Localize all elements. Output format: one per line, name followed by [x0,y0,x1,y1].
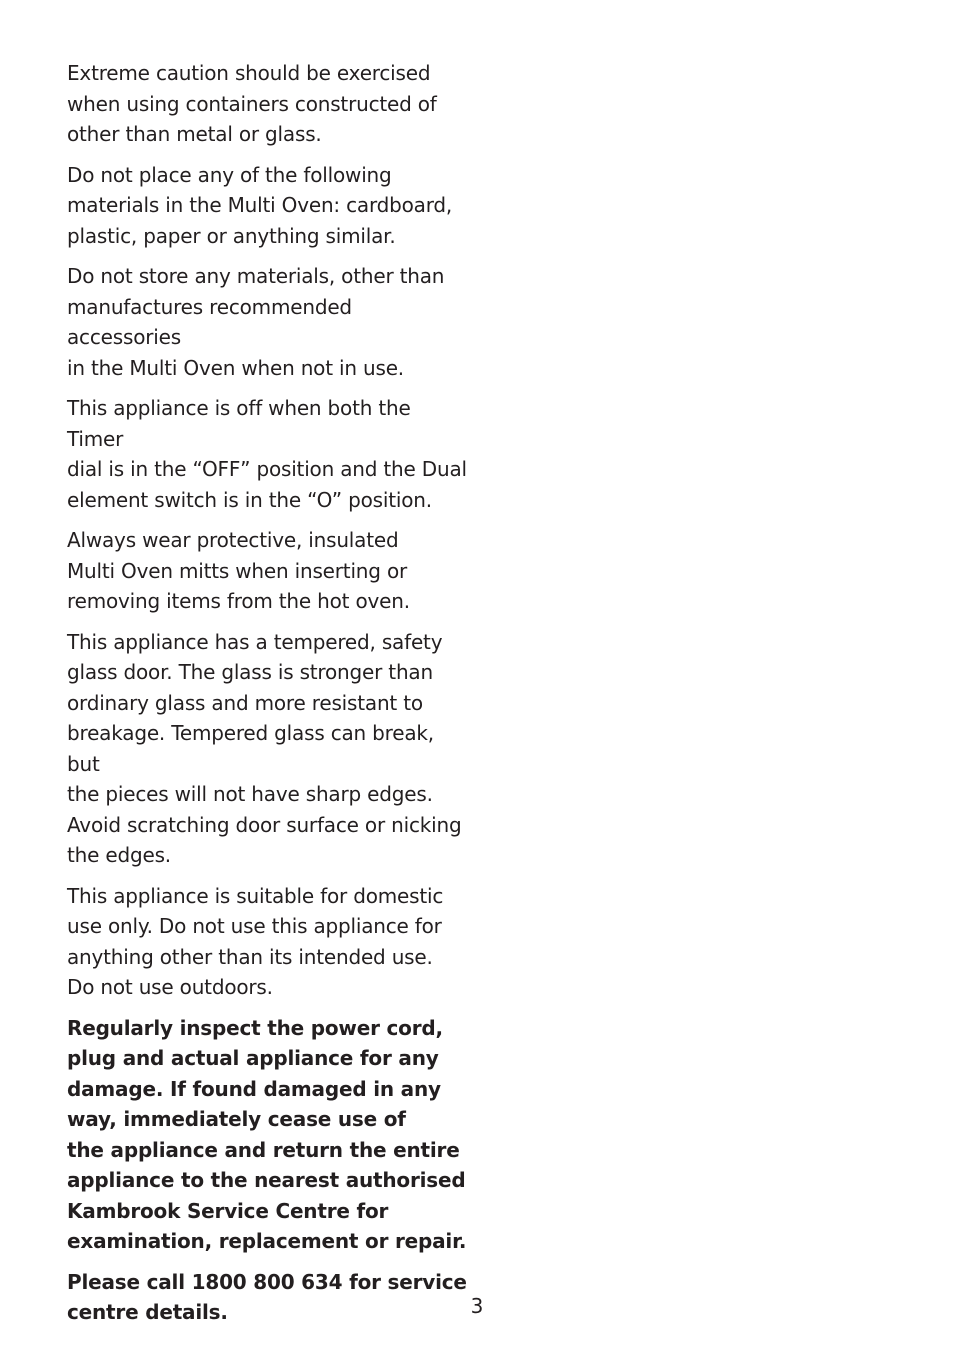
page-number: 3 [470,1294,484,1318]
paragraph-domestic-use: This appliance is suitable for domestic use only. Do not use this appliance for anything other than its intended use. Do not use outdoors. [67,883,444,999]
paragraph-off-state: This appliance is off when both the Timer dial is in the “OFF” position and the Dual element switch is in the “O” position. [67,396,467,512]
paragraph-inspect-warning: Regularly inspect the power cord, plug and actual appliance for any damage. If found damaged in any way, immediately cease use of the appliance and return the entire appliance to the nearest authorised Kambrook Service Centre for examination, replacement or repair. [67,1015,467,1253]
paragraph-glass-door: This appliance has a tempered, safety glass door. The glass is stronger than ordinary glass and more resistant to breakage. Tempered glass can break, but the pieces will not have sharp edges. Avoid scratching door surface or nicking the edges. [67,629,462,867]
paragraph-storage: Do not store any materials, other than manufactures recommended accessories in the Multi Oven when not in use. [67,264,445,380]
paragraph-mitts: Always wear protective, insulated Multi Oven mitts when inserting or removing items from the hot oven. [67,528,410,613]
paragraph-materials: Do not place any of the following materials in the Multi Oven: cardboard, plastic, paper or anything similar. [67,162,453,248]
text-column [67,58,467,1338]
paragraph-service-call: Please call 1800 800 634 for service centre details. [67,1269,467,1324]
paragraph-container-caution: Extreme caution should be exercised when using containers constructed of other than metal or glass. [67,61,437,146]
